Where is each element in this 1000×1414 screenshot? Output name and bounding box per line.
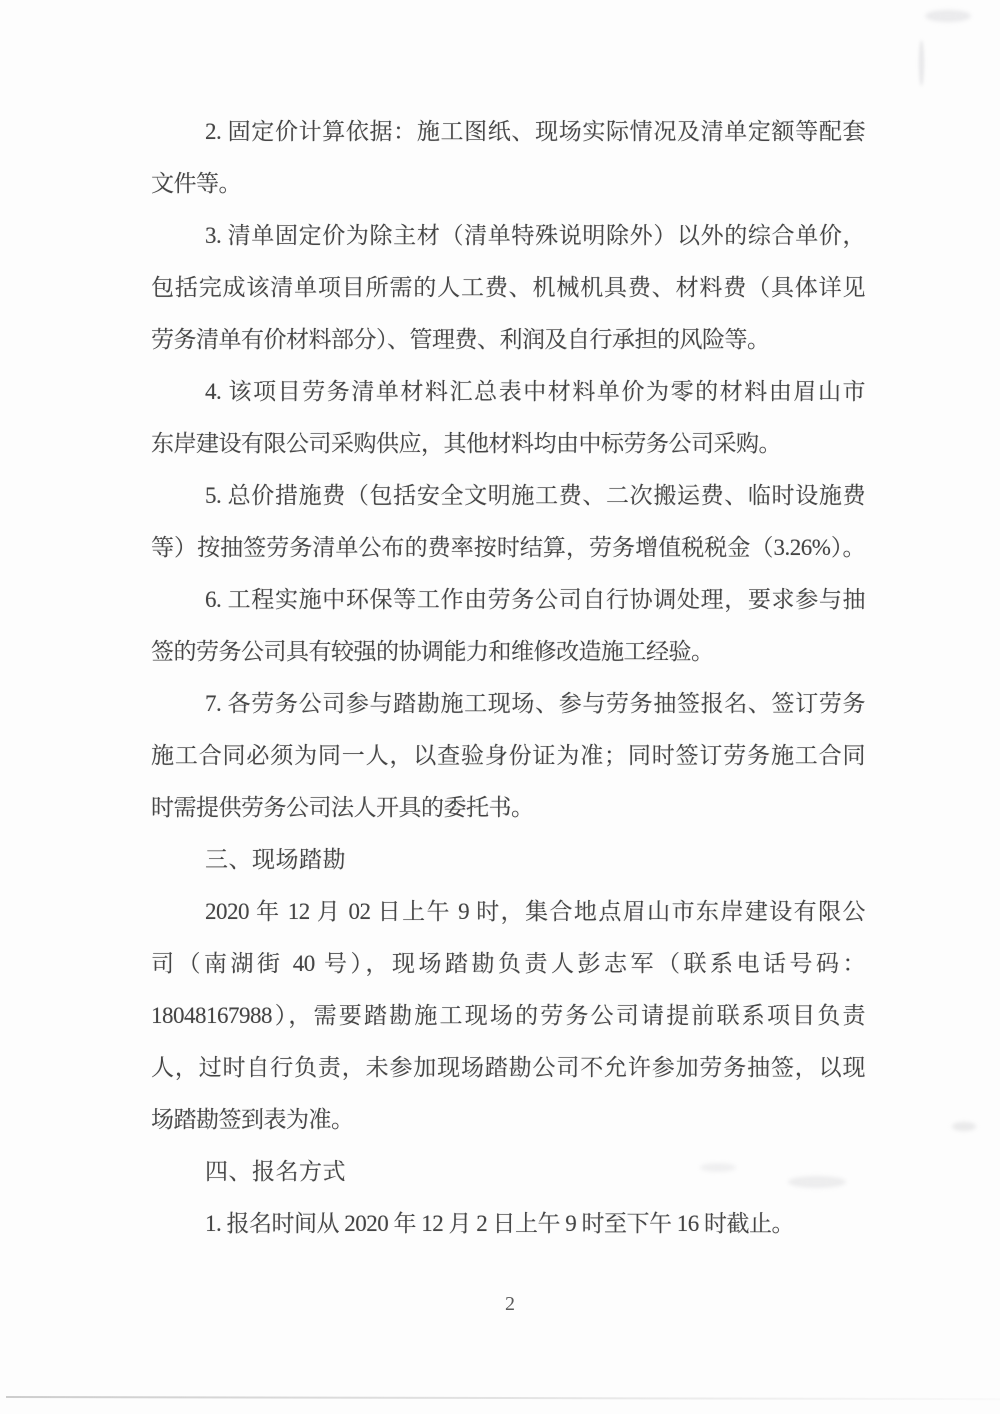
text-line: 劳务清单有价材料部分）、管理费、利润及自行承担的风险等。 (151, 327, 770, 352)
scan-smudge-artifact (952, 1122, 976, 1131)
text-line: 时需提供劳务公司法人开具的委托书。 (151, 795, 534, 820)
text-line: 司（南湖街 40 号），现场踏勘负责人彭志军（联系电话号码： (151, 951, 865, 976)
page-number: 2 (505, 1293, 515, 1315)
text-line: 场踏勘签到表为准。 (151, 1107, 354, 1132)
text-line: 6. 工程实施中环保等工作由劳务公司自行协调处理，要求参与抽 (205, 587, 865, 612)
scan-smudge-artifact (700, 1163, 736, 1172)
section-heading-line: 三、现场踏勘 (205, 847, 346, 872)
text-line: 18048167988），需要踏勘施工现场的劳务公司请提前联系项目负责 (151, 1003, 865, 1028)
scan-smudge-artifact (788, 1176, 846, 1188)
text-line: 等）按抽签劳务清单公布的费率按时结算，劳务增值税税金（3.26%）。 (151, 535, 865, 560)
text-line: 4. 该项目劳务清单材料汇总表中材料单价为零的材料由眉山市 (205, 379, 865, 404)
scan-smudge-artifact (925, 10, 971, 22)
section-heading-line: 四、报名方式 (205, 1159, 346, 1184)
text-line: 文件等。 (151, 171, 241, 196)
text-line: 1. 报名时间从 2020 年 12 月 2 日上午 9 时至下午 16 时截止。 (205, 1211, 794, 1236)
scan-smudge-artifact (919, 40, 924, 86)
document-body (151, 106, 865, 1250)
text-line: 包括完成该清单项目所需的人工费、机械机具费、材料费（具体详见 (151, 275, 865, 300)
scan-edge-artifact (6, 1396, 1000, 1400)
text-line: 3. 清单固定价为除主材（清单特殊说明除外）以外的综合单价， (205, 223, 865, 248)
text-line: 2020 年 12 月 02 日上午 9 时，集合地点眉山市东岸建设有限公 (205, 899, 865, 924)
text-line: 5. 总价措施费（包括安全文明施工费、二次搬运费、临时设施费 (205, 483, 865, 508)
text-line: 签的劳务公司具有较强的协调能力和维修改造施工经验。 (151, 639, 714, 664)
text-line: 东岸建设有限公司采购供应，其他材料均由中标劳务公司采购。 (151, 431, 781, 456)
text-line: 人，过时自行负责，未参加现场踏勘公司不允许参加劳务抽签，以现 (151, 1055, 865, 1080)
text-line: 7. 各劳务公司参与踏勘施工现场、参与劳务抽签报名、签订劳务 (205, 691, 865, 716)
text-line: 施工合同必须为同一人，以查验身份证为准；同时签订劳务施工合同 (151, 743, 865, 768)
text-line: 2. 固定价计算依据：施工图纸、现场实际情况及清单定额等配套 (205, 119, 865, 144)
